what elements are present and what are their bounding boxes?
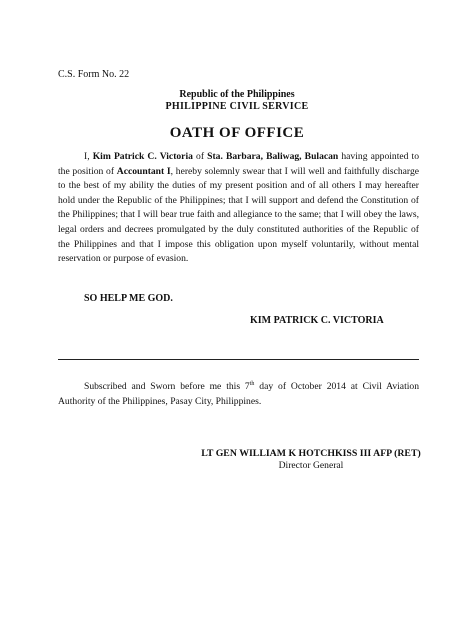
administering-official [200, 448, 422, 471]
affiant-name: Kim Patrick C. Victoria [92, 151, 193, 162]
position-title: Accountant I [116, 165, 171, 177]
jurat-text-2: day of October 2014 at Civil Aviation Authority of the Philippines, Pasay City, Philippines. [58, 381, 419, 407]
closing-phrase: SO HELP ME GOD. [84, 293, 173, 304]
affiant-signature-name: KIM PATRICK C. VICTORIA [250, 315, 384, 326]
official-title: Director General [278, 460, 344, 471]
oath-text-3: having appointed to the position of [58, 151, 420, 177]
oath-paragraph [58, 150, 419, 267]
official-name: LT GEN WILLIAM K HOTCHKISS III AFP (RET) [201, 448, 421, 459]
ordinal-suffix: th [249, 380, 255, 387]
jurat-text-1: Subscribed and Sworn before me this 7 [84, 381, 250, 392]
divider-line [58, 359, 419, 360]
oath-text-2: of [192, 151, 208, 162]
oath-text-4: , hereby solemnly swear that I will well and faithfully discharge to the best of my ability the duties of my present position and of all others I may hereafter hold under the Republic of the Philippines; that I will support and defend the Constitution of the Philippines; that I will bear true faith and allegiance to the same; that I will obey the laws, legal orders and decrees promulgated by the duly constituted authorities of the Republic of the Philippines and that I impose this obligation upon myself voluntarily, without mental reservation or purpose of evasion. [58, 165, 420, 265]
affiant-address: Sta. Barbara, Baliwag, Bulacan [207, 151, 339, 162]
form-number: C.S. Form No. 22 [58, 69, 130, 80]
oath-text-1: I, [84, 151, 93, 162]
jurat-paragraph [58, 380, 419, 409]
header-republic: Republic of the Philippines [179, 89, 295, 100]
header-civil-service: PHILIPPINE CIVIL SERVICE [165, 101, 309, 112]
document-title: OATH OF OFFICE [169, 125, 305, 141]
